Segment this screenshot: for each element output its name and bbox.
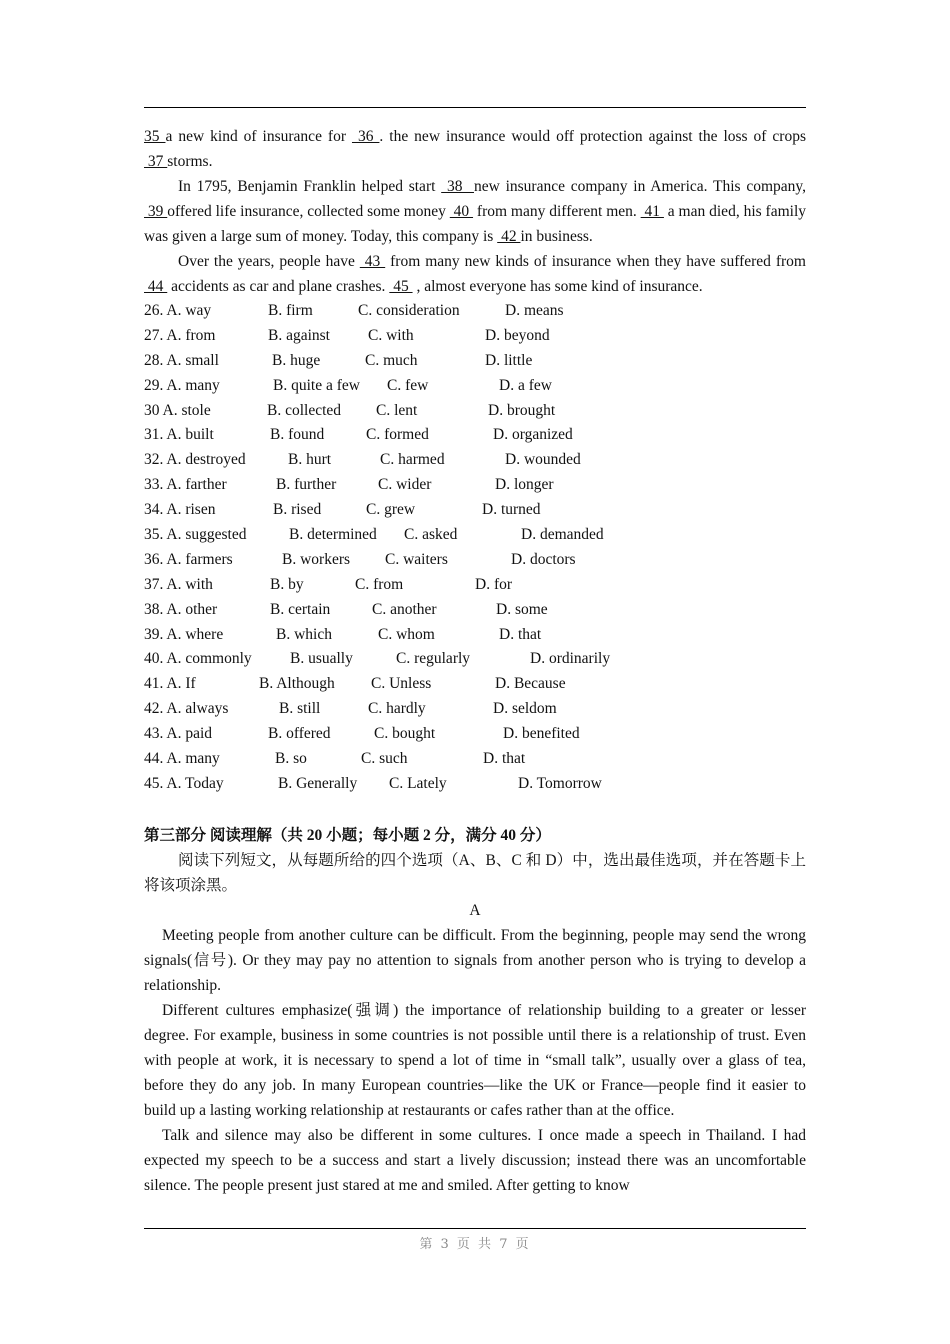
option-row-36: 36. A. farmers B. workers C. waiters D. doctors	[144, 550, 576, 568]
option-row-41: 41. A. If B. Although C. Unless D. Because	[144, 675, 566, 693]
option-row-31: 31. A. built B. found C. formed D. organized	[144, 426, 573, 444]
blank-35: 35	[144, 128, 166, 145]
blank-45: 45	[389, 278, 413, 295]
passage-paragraph-3: Talk and silence may also be different in some cultures. I once made a speech in Thailand. I had expected my speech to be a success and start a lively discussion; instead there was an uncomfortable silence. The people present just stared at me and smiled. After getting to know	[144, 1126, 806, 1194]
blank-39: 39	[144, 203, 168, 220]
option-row-40: 40. A. commonly B. usually C. regularly D. ordinarily	[144, 650, 611, 668]
option-row-39: 39. A. where B. which C. whom D. that	[144, 625, 542, 643]
blank-41: 41	[640, 203, 664, 220]
option-row-43: 43. A. paid B. offered C. bought D. benefited	[144, 725, 580, 743]
blank-42: 42	[497, 228, 521, 245]
section-3-title: 第三部分 阅读理解（共 20 小题；每小题 2 分，满分 40 分）	[144, 826, 551, 844]
cloze-line-1: 35 a new kind of insurance for 36 . the new insurance would off protection against the loss of crops 37 storms.	[144, 128, 806, 170]
option-row-30: 30 A. stole B. collected C. lent D. brought	[144, 401, 556, 419]
blank-43: 43	[359, 253, 386, 270]
passage-paragraph-2: Different cultures emphasize(强调) the importance of relationship building to a greater or lesser degree. For example, business in some countries is not possible until there is a relationship of trust. Even with people at work, it is necessary to spend a lot of time in “small talk”, usually over a glass of tea, before they do any job. In many European countries—like the UK or France—people find it easier to build up a lasting working relationship at restaurants or cafes rather than at the office.	[144, 1001, 806, 1119]
options-list	[144, 299, 806, 797]
option-row-45: 45. A. Today B. Generally C. Lately D. Tomorrow	[144, 774, 602, 792]
option-row-38: 38. A. other B. certain C. another D. some	[144, 600, 548, 618]
blank-44: 44	[144, 278, 168, 295]
blank-38: 38	[441, 178, 474, 195]
passage-paragraph-1: Meeting people from another culture can be difficult. From the beginning, people may send the wrong signals(信号). Or they may pay no attention to signals from another person who is trying to develop a relationship.	[144, 926, 806, 994]
option-row-44: 44. A. many B. so C. such D. that	[144, 750, 526, 768]
option-row-33: 33. A. farther B. further C. wider D. longer	[144, 476, 554, 494]
blank-40: 40	[449, 203, 474, 220]
blank-37: 37	[144, 153, 168, 170]
option-row-32: 32. A. destroyed B. hurt C. harmed D. wounded	[144, 451, 581, 469]
page-number: 第 3 页 共 7 页	[419, 1237, 531, 1252]
header-rule	[144, 107, 806, 108]
option-row-37: 37. A. with B. by C. from D. for	[144, 575, 513, 593]
cloze-paragraph-3: Over the years, people have 43 from many new kinds of insurance when they have suffered from 44 accidents as car and plane crashes. 45 , almost everyone has some kind of insurance.	[144, 253, 806, 295]
passage-label: A	[469, 901, 481, 919]
option-row-28: 28. A. small B. huge C. much D. little	[144, 351, 533, 369]
blank-36: 36	[351, 128, 380, 145]
option-row-27: 27. A. from B. against C. with D. beyond	[144, 326, 550, 344]
section-3-instructions: 阅读下列短文，从每题所给的四个选项（A、B、C 和 D）中，选出最佳选项，并在答题卡上将该项涂黑。	[144, 851, 806, 894]
option-row-34: 34. A. risen B. rised C. grew D. turned	[144, 501, 541, 519]
option-row-42: 42. A. always B. still C. hardly D. seldom	[144, 700, 557, 718]
page-content	[144, 124, 806, 1198]
option-row-35: 35. A. suggested B. determined C. asked D. demanded	[144, 526, 604, 544]
option-row-29: 29. A. many B. quite a few C. few D. a few	[144, 376, 552, 394]
footer-rule	[144, 1228, 806, 1229]
cloze-paragraph-2: In 1795, Benjamin Franklin helped start 38 new insurance company in America. This company, 39 offered life insurance, collected some money 40 from many different men. 41 a man died, his family was given a large sum of money. Today, this company is 42 in business.	[144, 178, 806, 245]
option-row-26: 26. A. way B. firm C. consideration D. means	[144, 302, 564, 319]
